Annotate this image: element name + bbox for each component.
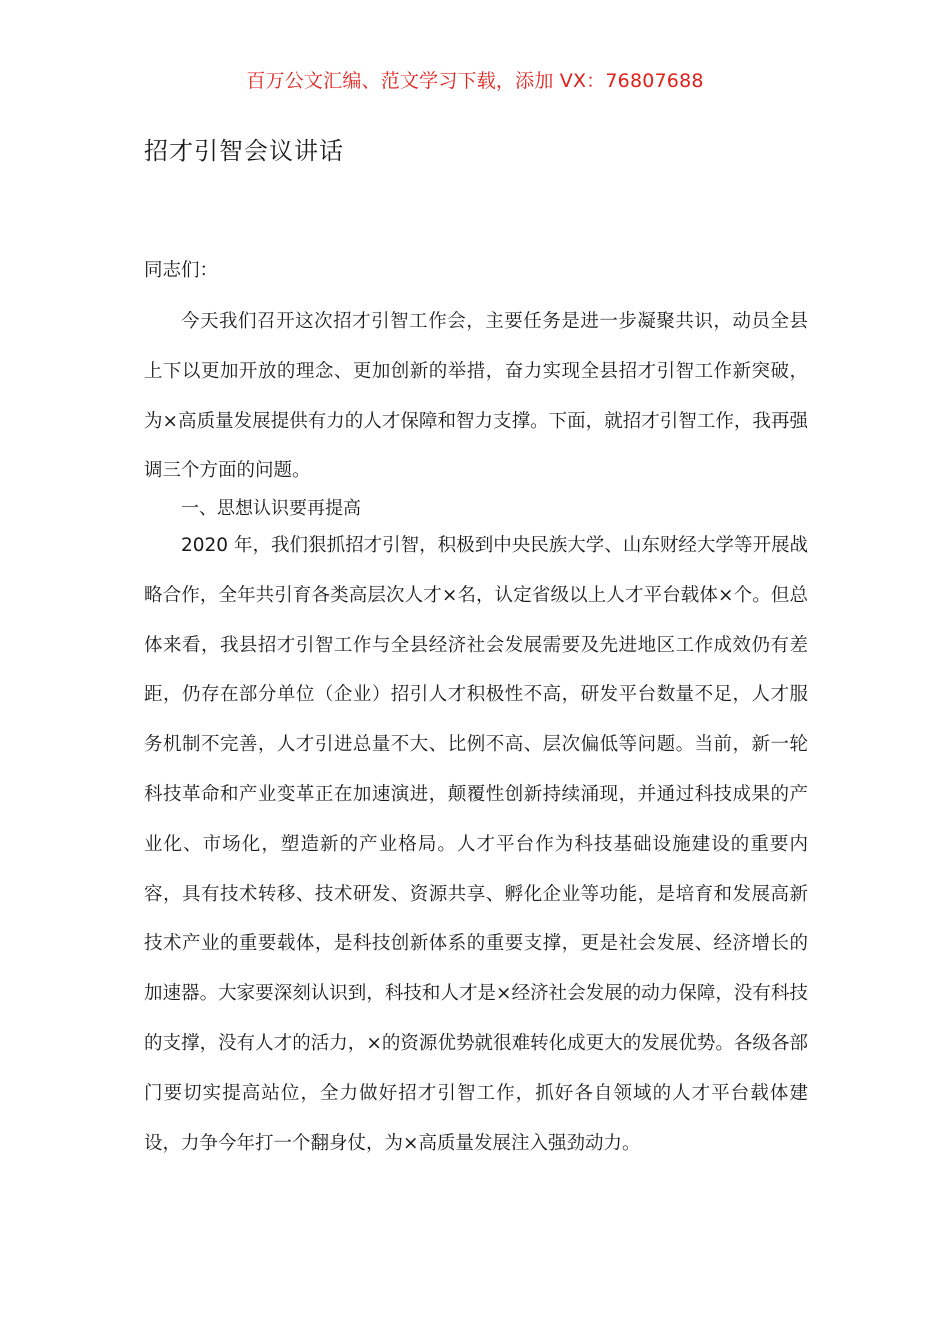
section-heading: 一、思想认识要再提高 xyxy=(181,498,361,519)
header-banner: 百万公文汇编、范文学习下载，添加 VX：76807688 xyxy=(246,70,704,92)
salutation: 同志们： xyxy=(144,260,219,281)
opening-paragraph: 今天我们召开这次招才引智工作会，主要任务是进一步凝聚共识，动员全县上下以更加开放的理念、更加创新的举措，奋力实现全县招才引智工作新突破，为×高质量发展提供有力的人才保障和智力支撑。下面，就招才引智工作，我再强调三个方面的问题。 xyxy=(144,311,808,482)
document-title: 招才引智会议讲话 xyxy=(144,137,344,165)
section-paragraph: 2020 年，我们狠抓招才引智，积极到中央民族大学、山东财经大学等开展战略合作，全年共引育各类高层次人才×名，认定省级以上人才平台载体×个。但总体来看，我县招才引智工作与全县经济社会发展需要及先进地区工作成效仍有差距，仍存在部分单位（企业）招引人才积极性不高，研发平台数量不足，人才服务机制不完善，人才引进总量不大、比例不高、层次偏低等问题。当前，新一轮科技革命和产业变革正在加速演进，颠覆性创新持续涌现，并通过科技成果的产业化、市场化，塑造新的产业格局。人才平台作为科技基础设施建设的重要内容，具有技术转移、技术研发、资源共享、孵化企业等功能，是培育和发展高新技术产业的重要载体，是科技创新体系的重要支撑，更是社会发展、经济增长的加速器。大家要深刻认识到，科技和人才是×经济社会发展的动力保障，没有科技的支撑，没有人才的活力，×的资源优势就很难转化成更大的发展优势。各级各部门要切实提高站位，全力做好招才引智工作，抓好各自领域的人才平台载体建设，力争今年打一个翻身仗，为×高质量发展注入强劲动力。 xyxy=(144,535,808,1154)
